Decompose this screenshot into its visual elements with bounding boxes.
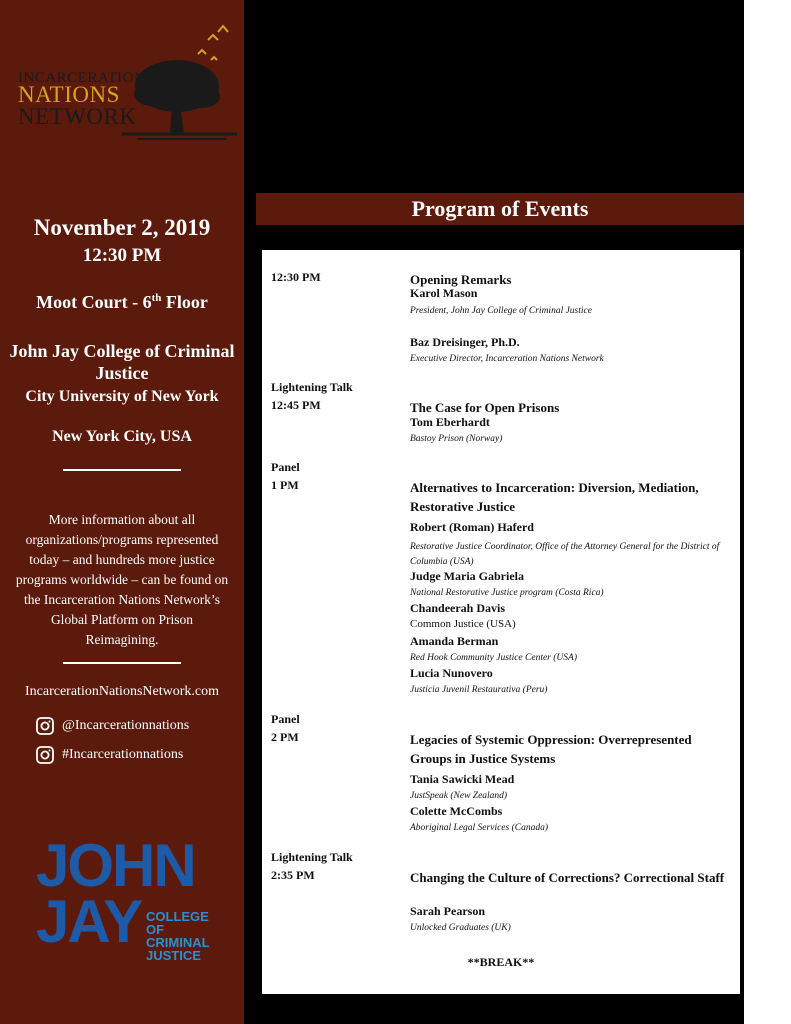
speaker-affiliation: Justicia Juvenil Restaurativa (Peru) xyxy=(410,685,548,695)
john-jay-logo-subtext: COLLEGE OF CRIMINAL JUSTICE xyxy=(146,909,210,963)
time-label: 12:30 PM xyxy=(271,270,321,284)
sidebar xyxy=(0,0,244,1024)
john-jay-logo xyxy=(36,832,216,968)
time-label: 1 PM xyxy=(271,478,299,492)
speaker-name: Tom Eberhardt xyxy=(410,415,490,429)
program-banner: Program of Events xyxy=(256,193,744,225)
time-label: Panel xyxy=(271,712,300,726)
speaker-affiliation: Executive Director, Incarceration Nations Network xyxy=(410,354,604,364)
speaker-affiliation: Aboriginal Legal Services (Canada) xyxy=(410,823,548,833)
speaker-name: Amanda Berman xyxy=(410,634,499,648)
incarceration-nations-network-logo xyxy=(12,24,242,154)
instagram-icon xyxy=(36,717,54,735)
speaker-affiliation: JustSpeak (New Zealand) xyxy=(410,791,508,801)
speaker-affiliation: Restorative Justice Coordinator, Office of the Attorney General for the District of Columbia (USA) xyxy=(410,542,720,567)
venue-end: Floor xyxy=(161,292,208,312)
instagram-handle[interactable] xyxy=(36,717,189,735)
session-title: Opening Remarks xyxy=(410,272,512,287)
speaker-affiliation: President, John Jay College of Criminal Justice xyxy=(410,306,592,316)
divider xyxy=(63,469,181,471)
speaker-affiliation: National Restorative Justice program (Costa Rica) xyxy=(410,588,604,598)
speaker-name: Tania Sawicki Mead xyxy=(410,772,515,786)
time-label: 2 PM xyxy=(271,730,299,744)
time-label: 2:35 PM xyxy=(271,868,315,882)
college-name: John Jay College of Criminal Justice xyxy=(9,341,235,383)
info-paragraph: More information about all organizations/programs represented today – and hundreds more justice programs worldwide – can be found on the Incarceration Nations Network’s Global Platform on Prison Reimagining. xyxy=(15,512,229,647)
logo-line-3: NETWORK xyxy=(18,104,137,129)
time-label: Lightening Talk xyxy=(271,850,353,864)
speaker-affiliation: Red Hook Community Justice Center (USA) xyxy=(410,653,577,663)
time-label: Panel xyxy=(271,460,300,474)
speaker-name: Karol Mason xyxy=(410,286,478,300)
instagram-hashtag-text: #Incarcerationnations xyxy=(62,747,184,762)
divider xyxy=(63,662,181,664)
event-venue xyxy=(0,292,244,313)
venue-text: Moot Court - 6 xyxy=(36,292,152,312)
speaker-affiliation: Bastoy Prison (Norway) xyxy=(410,434,503,444)
instagram-hashtag[interactable] xyxy=(36,746,183,764)
speaker-name: Sarah Pearson xyxy=(410,904,485,918)
speaker-affiliation: Common Justice (USA) xyxy=(410,618,516,630)
speaker-name: Colette McCombs xyxy=(410,804,503,818)
speaker-name: Chandeerah Davis xyxy=(410,601,506,615)
break-label: **BREAK** xyxy=(467,955,535,969)
session-title: Legacies of Systemic Oppression: Overrepresented Groups in Justice Systems xyxy=(410,732,692,766)
venue-superscript: th xyxy=(151,292,162,304)
event-time: 12:30 PM xyxy=(82,245,162,266)
program-of-events xyxy=(262,250,740,994)
university-name: City University of New York xyxy=(25,388,219,405)
instagram-handle-text: @Incarcerationnations xyxy=(62,718,190,733)
speaker-name: Lucia Nunovero xyxy=(410,666,493,680)
speaker-affiliation: Unlocked Graduates (UK) xyxy=(410,923,511,933)
session-title: Alternatives to Incarceration: Diversion, Mediation, Restorative Justice xyxy=(410,480,699,514)
website-link[interactable]: IncarcerationNationsNetwork.com xyxy=(25,684,219,699)
event-city: New York City, USA xyxy=(52,428,192,445)
speaker-name: Baz Dreisinger, Ph.D. xyxy=(410,335,520,349)
instagram-icon xyxy=(36,746,54,764)
time-label: Lightening Talk xyxy=(271,380,353,394)
john-jay-logo-text: JOHN JAY xyxy=(36,832,195,955)
session-title: Changing the Culture of Corrections? Correctional Staff xyxy=(410,870,725,885)
time-label: 12:45 PM xyxy=(271,398,321,412)
speaker-name: Judge Maria Gabriela xyxy=(410,569,524,583)
speaker-name: Robert (Roman) Haferd xyxy=(410,520,534,534)
session-title: The Case for Open Prisons xyxy=(410,400,560,415)
logo-line-1: INCARCERATION xyxy=(18,70,146,86)
event-date: November 2, 2019 xyxy=(33,215,211,240)
page-margin xyxy=(744,0,791,1024)
logo-line-2: NATIONS xyxy=(18,82,120,107)
